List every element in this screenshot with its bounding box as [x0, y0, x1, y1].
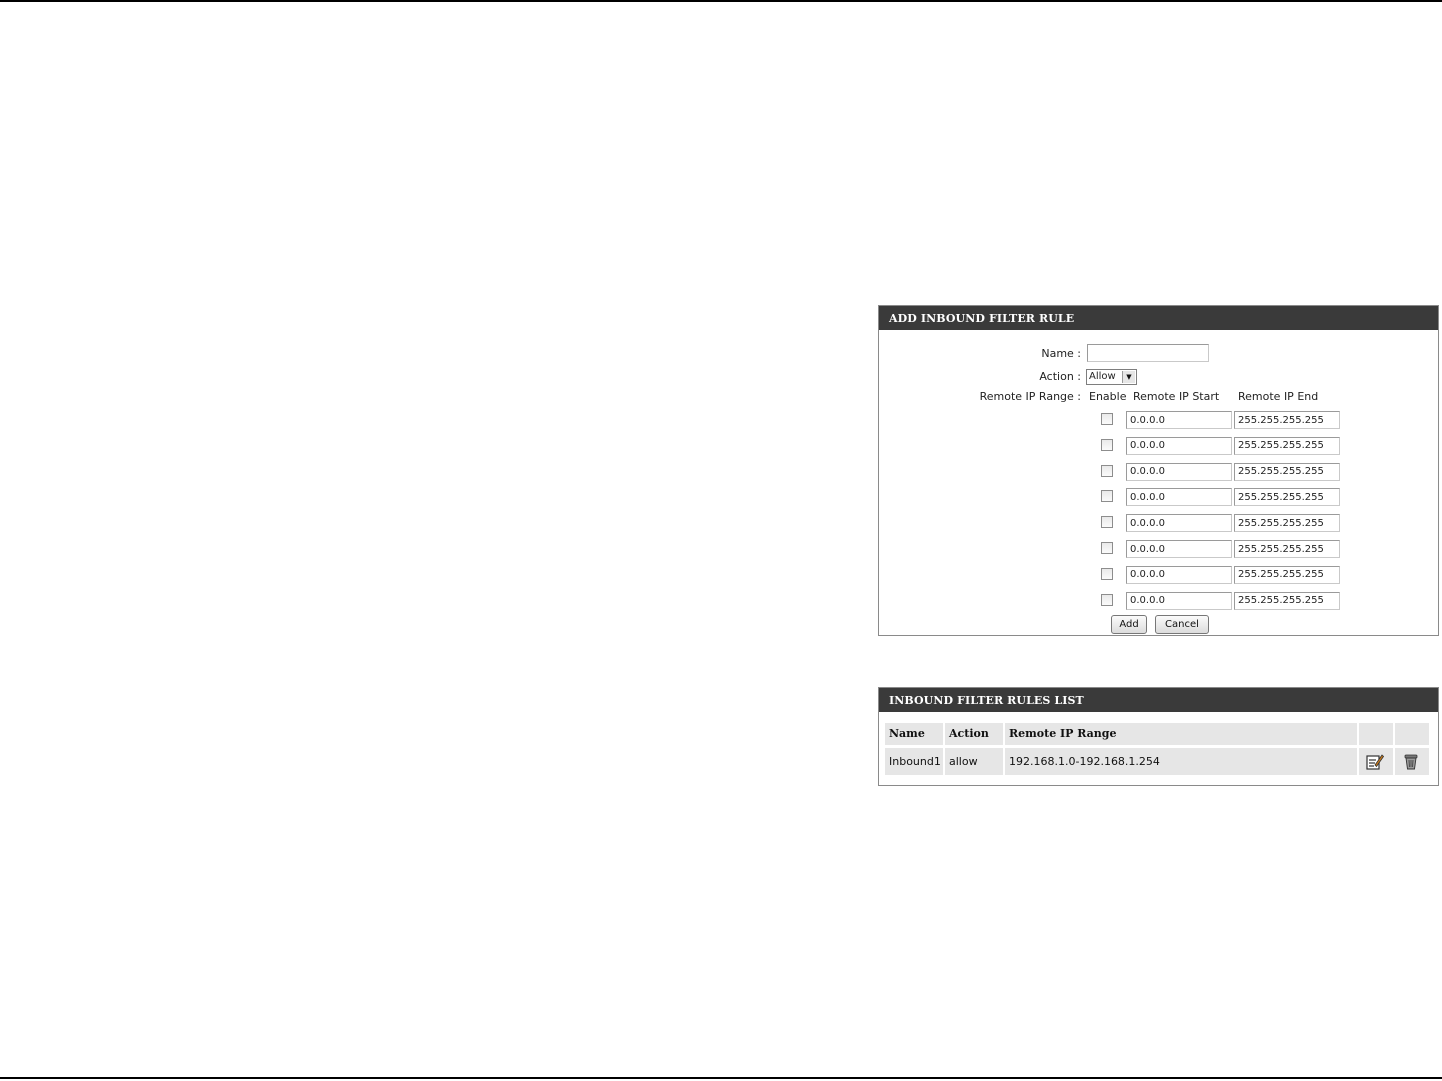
inbound-filter-rules-list-panel: [878, 687, 1439, 786]
header-action: Action: [945, 723, 1003, 745]
cancel-button[interactable]: Cancel: [1155, 615, 1209, 634]
header-edit-column: [1359, 723, 1393, 745]
enable-checkbox[interactable]: [1101, 439, 1113, 451]
enable-checkbox[interactable]: [1101, 490, 1113, 502]
row-edit-cell: [1359, 748, 1393, 775]
add-button[interactable]: Add: [1111, 615, 1147, 634]
panel-title: INBOUND FILTER RULES LIST: [879, 688, 1438, 712]
action-select-value: Allow: [1089, 371, 1116, 382]
header-delete-column: [1395, 723, 1429, 745]
remote-ip-end-input[interactable]: [1234, 463, 1340, 481]
header-remote-ip-range: Remote IP Range: [1005, 723, 1357, 745]
remote-ip-start-input[interactable]: [1126, 540, 1232, 558]
remote-ip-end-input[interactable]: [1234, 488, 1340, 506]
enable-checkbox[interactable]: [1101, 568, 1113, 580]
remote-ip-start-input[interactable]: [1126, 566, 1232, 584]
remote-ip-start-input[interactable]: [1126, 463, 1232, 481]
col-start-header: Remote IP Start: [1133, 390, 1220, 403]
col-enable-header: Enable: [1089, 390, 1127, 403]
remote-ip-end-input[interactable]: [1234, 411, 1340, 429]
enable-checkbox[interactable]: [1101, 542, 1113, 554]
remote-ip-end-input[interactable]: [1234, 514, 1340, 532]
edit-icon[interactable]: [1366, 753, 1384, 775]
add-inbound-filter-panel: [878, 305, 1439, 636]
enable-checkbox[interactable]: [1101, 465, 1113, 477]
enable-checkbox[interactable]: [1101, 413, 1113, 425]
name-input[interactable]: [1087, 344, 1209, 362]
action-label: Action :: [1039, 370, 1081, 383]
remote-ip-start-input[interactable]: [1126, 411, 1232, 429]
col-end-header: Remote IP End: [1238, 390, 1319, 403]
row-action: allow: [945, 748, 1003, 775]
enable-checkbox[interactable]: [1101, 516, 1113, 528]
remote-ip-start-input[interactable]: [1126, 488, 1232, 506]
bottom-rule: [0, 1077, 1442, 1079]
row-name: Inbound1: [885, 748, 943, 775]
remote-ip-start-input[interactable]: [1126, 437, 1232, 455]
action-select[interactable]: [1086, 369, 1137, 385]
enable-checkbox[interactable]: [1101, 594, 1113, 606]
remote-ip-range-label: Remote IP Range :: [979, 390, 1081, 403]
remote-ip-end-input[interactable]: [1234, 566, 1340, 584]
header-name: Name: [885, 723, 943, 745]
name-label: Name :: [1041, 347, 1081, 360]
remote-ip-start-input[interactable]: [1126, 514, 1232, 532]
trash-icon[interactable]: [1403, 753, 1419, 775]
remote-ip-start-input[interactable]: [1126, 592, 1232, 610]
chevron-down-icon: ▼: [1122, 371, 1135, 383]
remote-ip-end-input[interactable]: [1234, 437, 1340, 455]
row-remote-ip-range: 192.168.1.0-192.168.1.254: [1005, 748, 1357, 775]
remote-ip-end-input[interactable]: [1234, 592, 1340, 610]
top-rule: [0, 0, 1442, 2]
panel-title: ADD INBOUND FILTER RULE: [879, 306, 1438, 330]
remote-ip-end-input[interactable]: [1234, 540, 1340, 558]
row-delete-cell: [1395, 748, 1429, 775]
